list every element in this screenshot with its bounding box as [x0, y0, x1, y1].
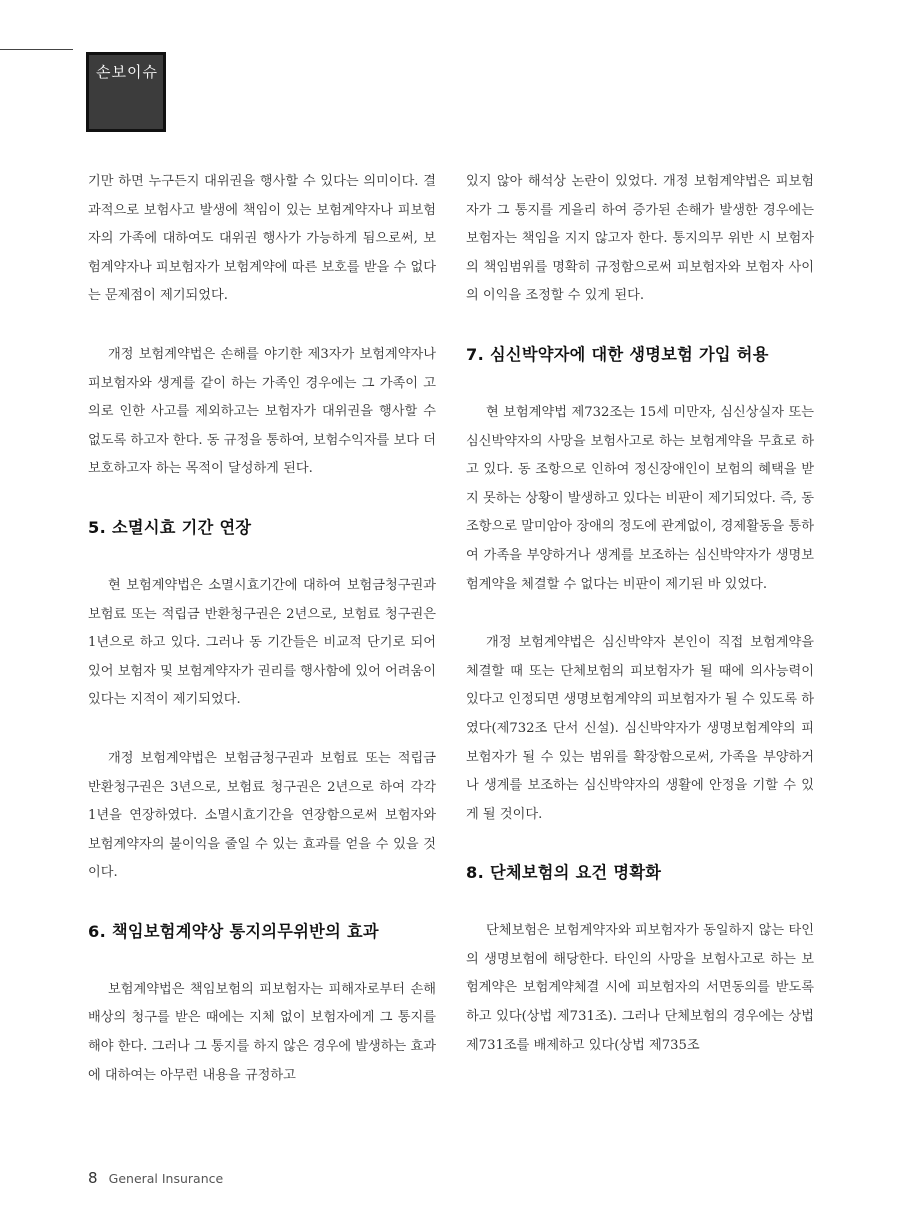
- paragraph: 개정 보험계약법은 보험금청구권과 보험료 또는 적립금 반환청구권은 3년으로, 보험료 청구권은 2년으로 하여 각각 1년을 연장하였다. 소멸시효기간을 연장함으로써 보험자와 보험계약자의 불이익을 줄일 수 있는 효과를 얻을 수 있을 것이다.: [88, 750, 436, 881]
- right-column: [466, 168, 814, 1060]
- page-footer: [88, 1168, 223, 1187]
- paragraph: 단체보험은 보험계약자와 피보험자가 동일하지 않는 타인의 생명보험에 해당한다. 타인의 사망을 보험사고로 하는 보험계약은 보험계약체결 시에 피보험자의 서면동의를 받도록 하고 있다(상법 제731조). 그러나 단체보험의 경우에는 상법 제731조를 배제하고 있다(상법 제735조: [466, 923, 814, 1053]
- paragraph: 개정 보험계약법은 심신박약자 본인이 직접 보험계약을 체결할 때 또는 단체보험의 피보험자가 될 때에 의사능력이 있다고 인정되면 생명보험계약의 피보험자가 될 수 있도록 하였다(제732조 단서 신설). 심신박약자가 생명보험계약의 피보험자가 될 수 있는 범위를 확장함으로써, 가족을 부양하거나 생계를 보조하는 심신박약자의 생활에 안정을 기할 수 있게 될 것이다.: [466, 635, 814, 822]
- page-number: 8: [88, 1169, 98, 1187]
- publication-name: General Insurance: [108, 1171, 224, 1186]
- paragraph: 현 보험계약법 제732조는 15세 미만자, 심신상실자 또는 심신박약자의 사망을 보험사고로 하는 보험계약을 무효로 하고 있다. 동 조항으로 인하여 정신장애인이 보험의 혜택을 받지 못하는 상황이 발생하고 있다는 비판이 제기되었다. 즉, 동 조항으로 말미암아 장애의 정도에 관계없이, 경제활동을 통하여 가족을 부양하거나 생계를 보조하는 심신박약자가 생명보험계약을 체결할 수 없다는 비판이 제기된 바 있었다.: [466, 404, 814, 592]
- section-tag: [86, 52, 166, 132]
- paragraph: 현 보험계약법은 소멸시효기간에 대하여 보험금청구권과 보험료 또는 적립금 반환청구권은 2년으로, 보험료 청구권은 1년으로 하고 있다. 그러나 동 기간들은 비교적 단기로 되어 있어 보험자 및 보험계약자가 권리를 행사함에 있어 어려움이 있다는 지적이 제기되었다.: [88, 577, 436, 708]
- paragraph: 개정 보험계약법은 손해를 야기한 제3자가 보험계약자나 피보험자와 생계를 같이 하는 가족인 경우에는 그 가족이 고의로 인한 사고를 제외하고는 보험자가 대위권을 행사할 수 없도록 하고자 한다. 동 규정을 통하여, 보험수익자를 보다 더 보호하고자 하는 목적이 달성하게 된다.: [88, 346, 436, 477]
- section-heading-7: 7. 심신박약자에 대한 생명보험 가입 허용: [466, 344, 769, 364]
- section-heading-8: 8. 단체보험의 요건 명확화: [466, 863, 662, 883]
- paragraph: 기만 하면 누구든지 대위권을 행사할 수 있다는 의미이다. 결과적으로 보험사고 발생에 책임이 있는 보험계약자나 피보험자의 가족에 대하여도 대위권 행사가 가능하게 됨으로써, 보험계약자나 피보험자가 보험계약에 따른 보호를 받을 수 없다는 문제점이 제기되었다.: [88, 174, 436, 304]
- left-column: [88, 168, 436, 1090]
- paragraph: 보험계약법은 책임보험의 피보험자는 피해자로부터 손해배상의 청구를 받은 때에는 지체 없이 보험자에게 그 통지를 해야 한다. 그러나 그 통지를 하지 않은 경우에 발생하는 효과에 대하여는 아무런 내용을 규정하고: [88, 981, 436, 1083]
- paragraph: 있지 않아 해석상 논란이 있었다. 개정 보험계약법은 피보험자가 그 통지를 게을리 하여 증가된 손해가 발생한 경우에는 보험자는 책임을 지지 않고자 한다. 통지의무 위반 시 보험자의 책임범위를 명확히 규정함으로써 피보험자와 보험자 사이의 이익을 조정할 수 있게 된다.: [466, 174, 814, 304]
- section-tag-label: 손보이슈: [96, 63, 158, 81]
- section-heading-5: 5. 소멸시효 기간 연장: [88, 517, 252, 537]
- section-heading-6: 6. 책임보험계약상 통지의무위반의 효과: [88, 921, 379, 941]
- top-rule: [0, 49, 73, 50]
